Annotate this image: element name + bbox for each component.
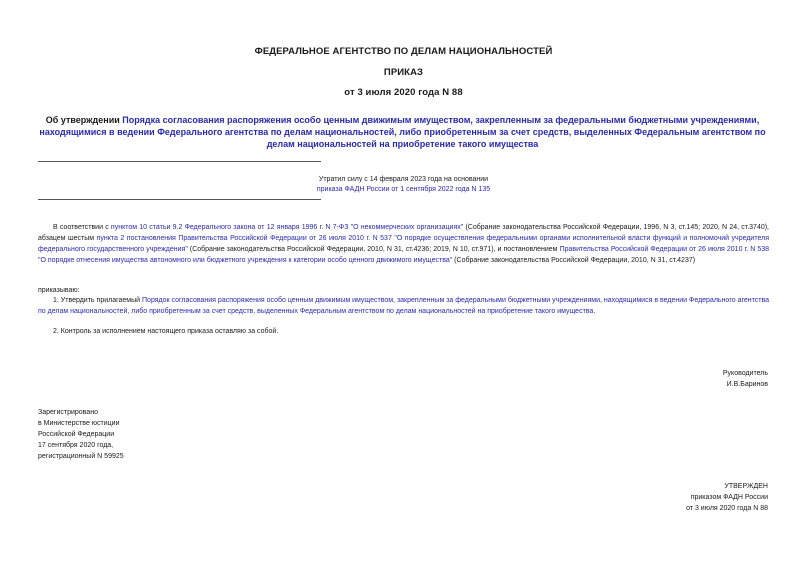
preamble-paragraph	[38, 222, 769, 266]
agency-name: ФЕДЕРАЛЬНОЕ АГЕНТСТВО ПО ДЕЛАМ НАЦИОНАЛЬНОСТЕЙ	[254, 46, 553, 57]
registration-line: регистрационный N 59925	[38, 453, 124, 460]
document-title	[30, 114, 775, 150]
item-2-paragraph: 2. Контроль за исполнением настоящего приказа оставляю за собой.	[53, 328, 279, 335]
preamble-text: (Собрание законодательства Российской Федерации, 2010, N 31, ст.4236; 2019, N 10, ст.971), и постановлением	[187, 246, 560, 253]
approval-line: приказом ФАДН России	[690, 494, 768, 501]
approval-line: УТВЕРЖДЕН	[724, 483, 768, 490]
registration-line: Российской Федерации	[38, 431, 115, 438]
title-link[interactable]: Порядка согласования распоряжения особо ценным движимым имуществом, закрепленным за федеральными бюджетными учреждениями, находящимися в ведении Федерального агентства по делам национальностей, либо приобретенным за счет средств, выделенных Федеральным агентством по делам национальностей на приобретение такого имущества	[39, 115, 766, 149]
document-type: ПРИКАЗ	[383, 67, 424, 78]
registration-line: в Министерстве юстиции	[38, 420, 120, 427]
preamble-text: (Собрание законодательства Российской Федерации, 1996, N 3, ст.145; 2020, N 24, ст.3740), абзацем шестым	[38, 224, 770, 242]
status-note: Утратил силу с 14 февраля 2023 года на основании	[318, 176, 489, 183]
resolution-538-link[interactable]: Правительства Российской Федерации от 26 июля 2010 г. N 538 "О порядке отнесения имущества автономного или бюджетного учреждения к категории особо ценного движимого имущества"	[38, 246, 770, 264]
registration-line: Зарегистрировано	[38, 409, 98, 416]
procedure-link[interactable]: Порядок согласования распоряжения особо ценным движимым имуществом, закрепленным за федеральными бюджетными учреждениями, находящимися в ведении Федерального агентства по делам национальностей, либо приобретенным за счет средств, выделенных Федеральным агентством по делам национальностей на приобретение такого имущества	[38, 297, 769, 315]
item-1-text: 1. Утвердить прилагаемый	[53, 297, 143, 304]
item-1-paragraph	[38, 295, 769, 317]
approval-line: от 3 июля 2020 года N 88	[686, 505, 768, 512]
registration-line: 17 сентября 2020 года,	[38, 442, 114, 449]
status-link-line	[0, 184, 807, 195]
signature-block	[560, 368, 768, 390]
resolution-537-link[interactable]: пункта 2 постановления Правительства Российской Федерации от 26 июля 2010 г. N 537 "О порядке осуществления федеральными органами исполнительной власти функций и полномочий учредителя федерального государственного учреждения"	[38, 235, 769, 253]
registration-block	[38, 407, 238, 462]
law-link[interactable]: пунктом 10 статьи 9.2 Федерального закона от 12 января 1996 г. N 7-ФЗ "О некоммерческих организациях"	[110, 224, 464, 231]
preamble-text: В соответствии с	[53, 224, 111, 231]
signer-position: Руководитель	[722, 370, 768, 377]
signer-name: И.В.Баринов	[726, 381, 768, 388]
document-date-number: от 3 июля 2020 года N 88	[344, 87, 463, 98]
order-word: приказываю:	[38, 287, 80, 294]
item-1-text: .	[593, 308, 596, 315]
separator-line	[38, 161, 321, 162]
separator-line	[38, 199, 321, 200]
repeal-order-link[interactable]: приказа ФАДН России от 1 сентября 2022 года N 135	[316, 186, 491, 193]
preamble-text: (Собрание законодательства Российской Федерации, 2010, N 31, ст.4237)	[452, 257, 696, 264]
title-prefix: Об утверждении	[45, 115, 123, 125]
approval-block	[560, 481, 768, 514]
